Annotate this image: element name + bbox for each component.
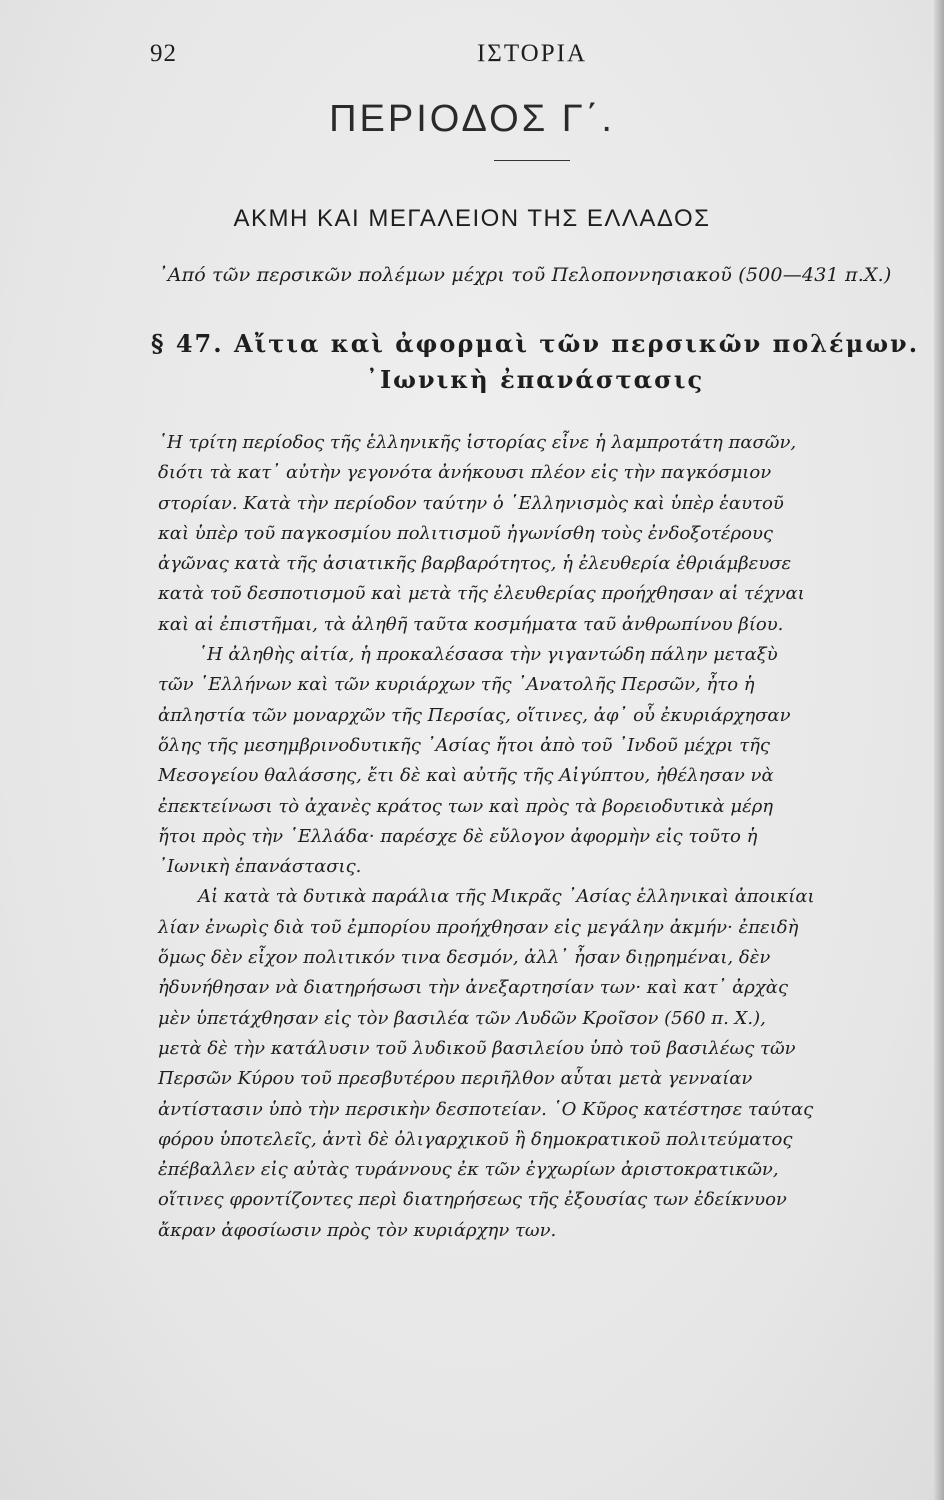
chapter-subtitle: ᾿Από τῶν περσικῶν πολέμων μέχρι τοῦ Πελοποννησιακοῦ (500—431 π.Χ.): [158, 264, 892, 286]
text-line: στορίαν. Κατὰ τὴν περίοδον ταύτην ὁ ῾Ελληνισμὸς καὶ ὑπὲρ ἑαυτοῦ: [158, 492, 784, 514]
page-header: [0, 38, 944, 78]
text-line: Περσῶν Κύρου τοῦ πρεσβυτέρου περιῆλθον αὗται μετὰ γενναίαν: [158, 1068, 753, 1090]
text-line: ἀντίστασιν ὑπὸ τὴν περσικὴν δεσποτείαν. ῾Ο Κῦρος κατέστησε ταύτας: [158, 1098, 814, 1120]
section-heading-line: ᾿Ιωνικὴ ἐπανάστασις: [365, 365, 705, 394]
text-line: καὶ αἱ ἐπιστῆμαι, τὰ ἀληθῆ ταῦτα κοσμήματα ταῦ ἀνθρωπίνου βίου.: [158, 613, 784, 635]
text-line: Αἱ κατὰ τὰ δυτικὰ παράλια τῆς Μικρᾶς ᾿Ασίας ἑλληνικαὶ ἀποικίαι: [198, 886, 815, 908]
text-line: ἀγῶνας κατὰ τῆς ἀσιατικῆς βαρβαρότητος, ἡ ἐλευθερία ἐθριάμβευσε: [158, 553, 792, 575]
text-line: τῶν ῾Ελλήνων καὶ τῶν κυριάρχων τῆς ᾿Ανατολῆς Περσῶν, ἦτο ἡ: [158, 674, 755, 696]
section-heading-line: § 47. Αἴτια καὶ ἀφορμαὶ τῶν περσικῶν πολέμων.: [150, 329, 920, 358]
text-line: ᾿Ιωνικὴ ἐπανάστασις.: [158, 856, 362, 878]
text-line: ἐπέβαλλεν εἰς αὐτὰς τυράννους ἐκ τῶν ἐγχωρίων ἀριστοκρατικῶν,: [158, 1159, 779, 1181]
running-head: ΙΣΤΟΡΙΑ: [476, 40, 588, 67]
text-line: μὲν ὑπετάχθησαν εἰς τὸν βασιλέα τῶν Λυδῶν Κροῖσον (560 π. Χ.),: [158, 1007, 766, 1029]
period-title: ΠΕΡΙΟΔΟΣ Γ΄.: [329, 98, 615, 140]
text-line: μετὰ δὲ τὴν κατάλυσιν τοῦ λυδικοῦ βασιλείου ὑπὸ τοῦ βασιλέως τῶν: [158, 1037, 796, 1059]
text-line: ἀπληστία τῶν μοναρχῶν τῆς Περσίας, οἵτινες, ἀφ᾿ οὗ ἐκυριάρχησαν: [158, 704, 791, 726]
text-line: ὅμως δὲν εἶχον πολιτικόν τινα δεσμόν, ἀλλ᾿ ἦσαν διῃρημέναι, δὲν: [158, 947, 771, 969]
text-line: ῾Η τρίτη περίοδος τῆς ἑλληνικῆς ἱστορίας εἶνε ἡ λαμπροτάτη πασῶν,: [158, 432, 797, 453]
text-line: ὅλης τῆς μεσημβρινοδυτικῆς ᾿Ασίας ἤτοι ἀπὸ τοῦ ᾿Ινδοῦ μέχρι τῆς: [158, 734, 771, 756]
text-line: ἄκραν ἀφοσίωσιν πρὸς τὸν κυριάρχην των.: [158, 1219, 557, 1241]
text-line: ῾Η ἀληθὴς αἰτία, ἡ προκαλέσασα τὴν γιγαντώδη πάλην μεταξὺ: [198, 644, 778, 666]
text-line: Μεσογείου θαλάσσης, ἔτι δὲ καὶ αὐτῆς τῆς Αἰγύπτου, ἠθέλησαν νὰ: [158, 765, 774, 787]
section-heading: [150, 326, 920, 398]
text-line: διότι τὰ κατ᾿ αὐτὴν γεγονότα ἀνήκουσι πλέον εἰς τὴν παγκόσμιον: [158, 462, 772, 484]
text-line: λίαν ἐνωρὶς διὰ τοῦ ἐμπορίου προήχθησαν εἰς μεγάλην ἀκμήν· ἐπειδὴ: [158, 916, 799, 938]
text-line: φόρου ὑποτελεῖς, ἀντὶ δὲ ὀλιγαρχικοῦ ἢ δημοκρατικοῦ πολιτεύματος: [158, 1128, 793, 1150]
text-line: οἵτινες φροντίζοντες περὶ διατηρήσεως τῆς ἐξουσίας των ἐδείκνυον: [158, 1189, 787, 1211]
body-text: [158, 428, 916, 1246]
text-line: κατὰ τοῦ δεσποτισμοῦ καὶ μετὰ τῆς ἐλευθερίας προήχθησαν αἱ τέχναι: [158, 583, 805, 605]
text-line: καὶ ὑπὲρ τοῦ παγκοσμίου πολιτισμοῦ ἠγωνίσθη τοὺς ἐνδοξοτέρους: [158, 522, 773, 544]
page-number: 92: [150, 40, 177, 67]
chapter-heading: ΑΚΜΗ ΚΑΙ ΜΕΓΑΛΕΙΟΝ ΤΗΣ ΕΛΛΑΔΟΣ: [233, 205, 711, 232]
text-line: ἐπεκτείνωσι τὸ ἀχανὲς κράτος των καὶ πρὸς τὰ βορειοδυτικὰ μέρη: [158, 795, 774, 817]
divider-rule: [494, 160, 570, 161]
text-line: ἤτοι πρὸς τὴν ῾Ελλάδα· παρέσχε δὲ εὔλογον ἀφορμὴν εἰς τοῦτο ἡ: [158, 825, 758, 847]
text-line: ἠδυνήθησαν νὰ διατηρήσωσι τὴν ἀνεξαρτησίαν των· καὶ κατ᾿ ἀρχὰς: [158, 977, 789, 999]
